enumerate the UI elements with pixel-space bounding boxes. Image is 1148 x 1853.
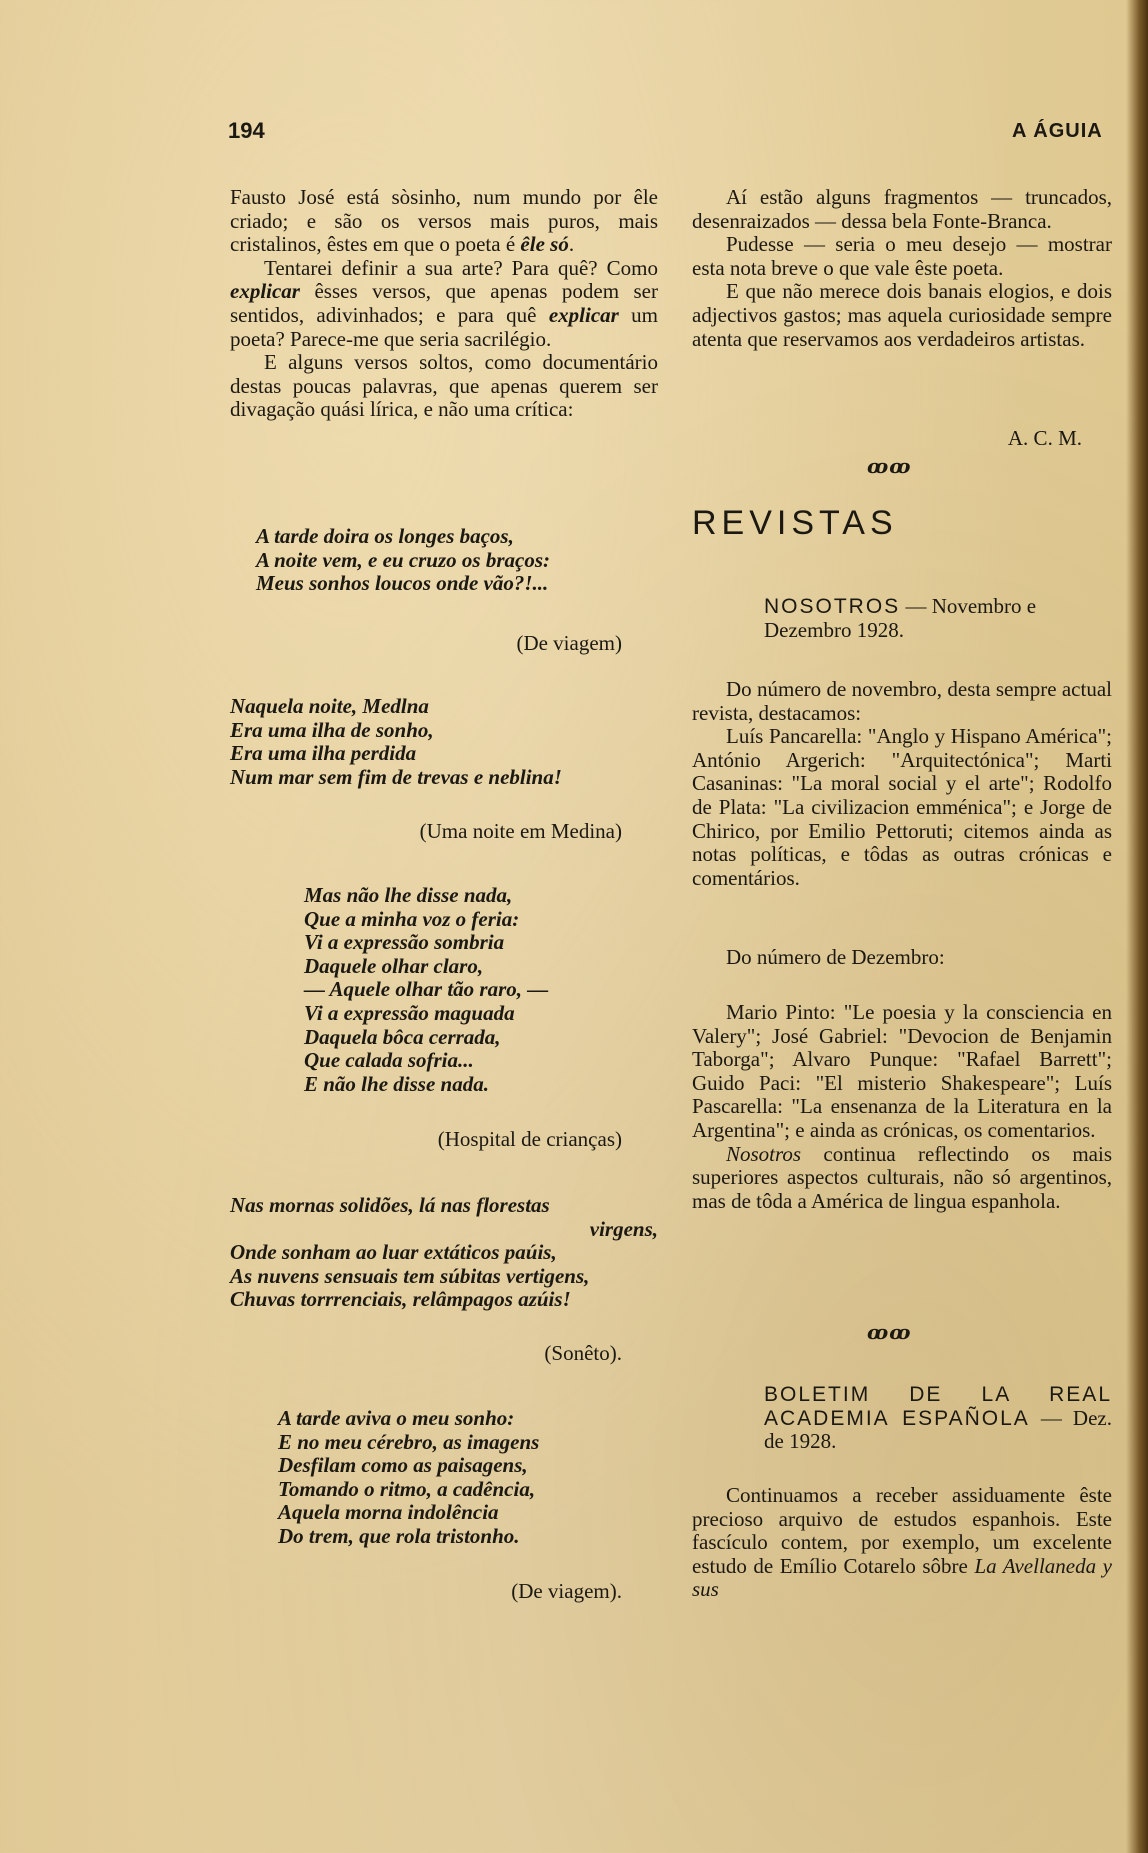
review-date: — Novembro e Dezembro 1928.	[764, 594, 1037, 642]
poem-line: Num mar sem fim de trevas e neblina!	[230, 764, 562, 789]
poem-line: Que a minha voz o feria:	[304, 906, 520, 931]
text-run: êsses versos, que apenas podem ser sentidos, adivinhados; e para quê	[230, 279, 658, 327]
poem-line: Era uma ilha de sonho,	[230, 717, 434, 742]
page-number: 194	[228, 118, 265, 143]
poem-line: — Aquele olhar tão raro, —	[304, 977, 549, 1002]
right-paragraph-2: Pudesse — seria o meu desejo — mostrar esta nota breve o que vale êste poeta.	[692, 232, 1112, 280]
emphasis: explicar	[230, 279, 300, 304]
poem-2	[230, 695, 658, 789]
boletim-heading	[692, 1383, 1112, 1454]
emphasis: êle só	[520, 232, 569, 257]
nosotros-december-intro	[692, 946, 1112, 970]
section-revistas	[692, 504, 1112, 542]
poem-3	[230, 884, 732, 1096]
nosotros-november	[692, 678, 1112, 890]
poem-line: Do trem, que rola tristonho.	[278, 1523, 520, 1548]
boletim-text	[692, 1484, 1112, 1602]
review-title: BOLETIM DE LA REAL ACADEMIA ESPAÑOLA	[764, 1383, 1112, 1430]
text-run: um poeta? Parece-me que seria sacrilégio.	[230, 302, 658, 351]
cited-work: La Avellaneda y sus	[692, 1553, 1112, 1602]
poem-5-source: (De viagem).	[511, 1579, 622, 1603]
author-signature: A. C. M.	[1007, 426, 1082, 450]
poem-line: Desfilam como as paisagens,	[278, 1453, 528, 1478]
left-paragraph-1	[230, 186, 658, 257]
review-date: — Dez. de 1928.	[764, 1405, 1112, 1454]
text-run: Tentarei definir a sua arte? Para quê? Como	[264, 255, 658, 280]
boletim-body	[692, 1484, 1112, 1602]
boletim-entry	[692, 1383, 1112, 1454]
poem-line: Era uma ilha perdida	[230, 741, 417, 766]
running-head: A ÁGUIA	[1012, 120, 1103, 142]
journal-name: Nosotros	[726, 1141, 802, 1166]
section-heading: REVISTAS	[692, 504, 898, 542]
poem-line: Daquele olhar claro,	[304, 953, 484, 978]
poem-line: Naquela noite, Medlna	[230, 694, 429, 718]
poem-line: Nas mornas solidões, lá nas florestas	[230, 1193, 550, 1217]
poem-line: Tomando o ritmo, a cadência,	[278, 1476, 536, 1501]
nosotros-conclusion	[692, 1143, 1112, 1214]
poem-1-source: (De viagem)	[516, 631, 622, 655]
poem-1	[230, 525, 684, 596]
poem-4	[230, 1194, 658, 1312]
poem-5	[230, 1407, 706, 1549]
text-run: Fausto José está sòsinho, num mundo por êle criado; e são os versos mais puros, mais cristalinos, êstes em que o poeta é	[230, 185, 658, 257]
nosotros-december	[692, 1001, 1112, 1213]
page-edge-shadow	[1126, 0, 1148, 1853]
poem-line: Vi a expressão sombria	[304, 930, 505, 955]
december-contents: Mario Pinto: "Le poesia y la consciencia en Valery"; José Gabriel: "Devocion de Benjamin Taborga"; Alvaro Punque: "Rafael Barrett"; Guido Paci: "El misterio Shakespeare"; Luís Pascarella: "La ensenanza de la Literatura en la Argentina"; e ainda as crónicas, os comentarios.	[692, 1000, 1112, 1142]
text-run: .	[568, 232, 575, 257]
poem-line: Aquela morna indolência	[278, 1500, 499, 1525]
emphasis: explicar	[548, 302, 619, 327]
poem-3-source: (Hospital de crianças)	[437, 1127, 622, 1151]
left-paragraph-3: E alguns versos soltos, como documentário destas poucas palavras, que apenas querem ser divagação quási lírica, e não uma crítica:	[230, 350, 658, 422]
poem-line: Onde sonham ao luar extáticos paúis,	[230, 1240, 557, 1265]
poem-line-continuation: virgens,	[589, 1216, 658, 1241]
poem-line: Que calada sofria...	[304, 1048, 474, 1073]
ornament-divider: ꝏꝏ	[867, 456, 912, 478]
right-paragraph-3: E que não merece dois banais elogios, e dois adjectivos gastos; mas aquela curiosidade sempre atenta que reservamos aos verdadeiros artistas.	[692, 279, 1112, 351]
poem-line: A tarde aviva o meu sonho:	[278, 1406, 515, 1430]
poem-line: Mas não lhe disse nada,	[304, 883, 513, 907]
november-intro: Do número de novembro, desta sempre actual revista, destacamos:	[692, 677, 1112, 725]
poem-line: As nuvens sensuais tem súbitas vertigens,	[230, 1263, 590, 1288]
nosotros-entry	[692, 595, 1112, 642]
review-title: NOSOTROS	[764, 595, 901, 618]
ornament-divider-2: ꝏꝏ	[867, 1322, 912, 1344]
poem-line: Vi a expressão maguada	[304, 1000, 515, 1025]
poem-line: A noite vem, e eu cruzo os braços:	[256, 547, 550, 572]
poem-line: Meus sonhos loucos onde vão?!...	[256, 571, 549, 596]
text-run: continua reflectindo os mais superiores aspectos culturais, não só argentinos, mas de tôda a América de lingua espanhola.	[692, 1141, 1112, 1213]
right-column-top	[692, 186, 1112, 351]
poem-line: E no meu cérebro, as imagens	[278, 1429, 540, 1454]
november-contents: Luís Pancarella: "Anglo y Hispano América"; António Argerich: "Arquitectónica"; Marti Casaninas: "La moral social y el arte"; Rodolfo de Plata: "La civilizacion emménica"; e Jorge de Chirico, por Emilio Pettoruti; citemos ainda as notas políticas, e tôdas as outras crónicas e comentários.	[692, 724, 1112, 890]
nosotros-heading	[692, 595, 1112, 642]
poem-line: Daquela bôca cerrada,	[304, 1024, 501, 1049]
text-run: Continuamos a receber assiduamente êste precioso arquivo de estudos espanhois. Este fascículo contem, por exemplo, um excelente estudo de Emílio Cotarelo sôbre	[692, 1483, 1112, 1578]
poem-line: A tarde doira os longes baços,	[256, 524, 514, 548]
poem-2-source: (Uma noite em Medina)	[419, 819, 622, 843]
poem-line: E não lhe disse nada.	[304, 1071, 489, 1096]
right-paragraph-1: Aí estão alguns fragmentos — truncados, desenraizados — dessa bela Fonte-Branca.	[692, 185, 1112, 233]
poem-4-source: (Sonêto).	[544, 1341, 622, 1365]
december-intro: Do número de Dezembro:	[726, 945, 945, 969]
left-column	[230, 186, 658, 422]
poem-line: Chuvas torrrenciais, relâmpagos azúis!	[230, 1287, 571, 1312]
signature-block	[692, 427, 1112, 451]
left-paragraph-2	[230, 257, 658, 351]
